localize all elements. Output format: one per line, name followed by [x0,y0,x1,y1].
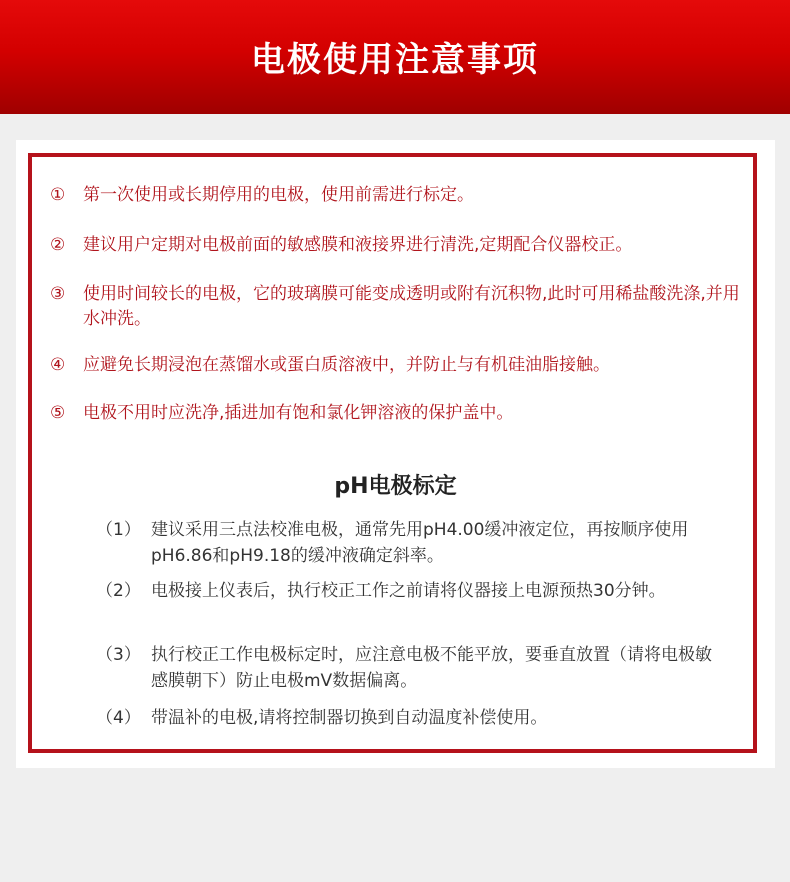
calibration-title: pH电极标定 [334,474,457,499]
item-text: 使用时间较长的电极，它的玻璃膜可能变成透明或附有沉积物,此时可用稀盐酸洗涤,并用水冲洗。 [83,284,740,329]
list-item [50,401,750,426]
list-item [50,282,750,332]
item-number: （4） [96,708,141,728]
item-number: ③ [50,284,66,304]
page-title: 电极使用注意事项 [251,40,539,80]
list-item [50,233,750,258]
item-text: 执行校正工作电极标定时，应注意电极不能平放，要垂直放置（请将电极敏感膜朝下）防止电极mV数据偏离。 [151,645,712,691]
item-number: （1） [96,520,141,540]
item-text: 电极不用时应洗净,插进加有饱和氯化钾溶液的保护盖中。 [83,403,514,423]
item-text: 电极接上仪表后，执行校正工作之前请将仪器接上电源预热30分钟。 [151,581,666,601]
item-text: 建议用户定期对电极前面的敏感膜和液接界进行清洗,定期配合仪器校正。 [83,235,633,255]
item-text: 第一次使用或长期停用的电极，使用前需进行标定。 [83,185,474,205]
item-number: ② [50,235,66,255]
item-number: （2） [96,581,141,601]
list-item [50,353,750,378]
list-item [96,642,716,694]
content-card [16,140,775,768]
item-text: 带温补的电极,请将控制器切换到自动温度补偿使用。 [151,708,548,728]
list-item [96,578,716,604]
item-number: （3） [96,645,141,665]
item-number: ④ [50,355,66,375]
list-item [96,705,716,731]
item-number: ① [50,185,66,205]
list-item [50,183,750,208]
item-text: 应避免长期浸泡在蒸馏水或蛋白质溶液中，并防止与有机硅油脂接触。 [83,355,610,375]
item-number: ⑤ [50,403,66,423]
header-banner [0,0,790,114]
list-item [96,517,716,569]
item-text: 建议采用三点法校准电极，通常先用pH4.00缓冲液定位，再按顺序使用pH6.86和pH9.18的缓冲液确定斜率。 [151,520,689,566]
